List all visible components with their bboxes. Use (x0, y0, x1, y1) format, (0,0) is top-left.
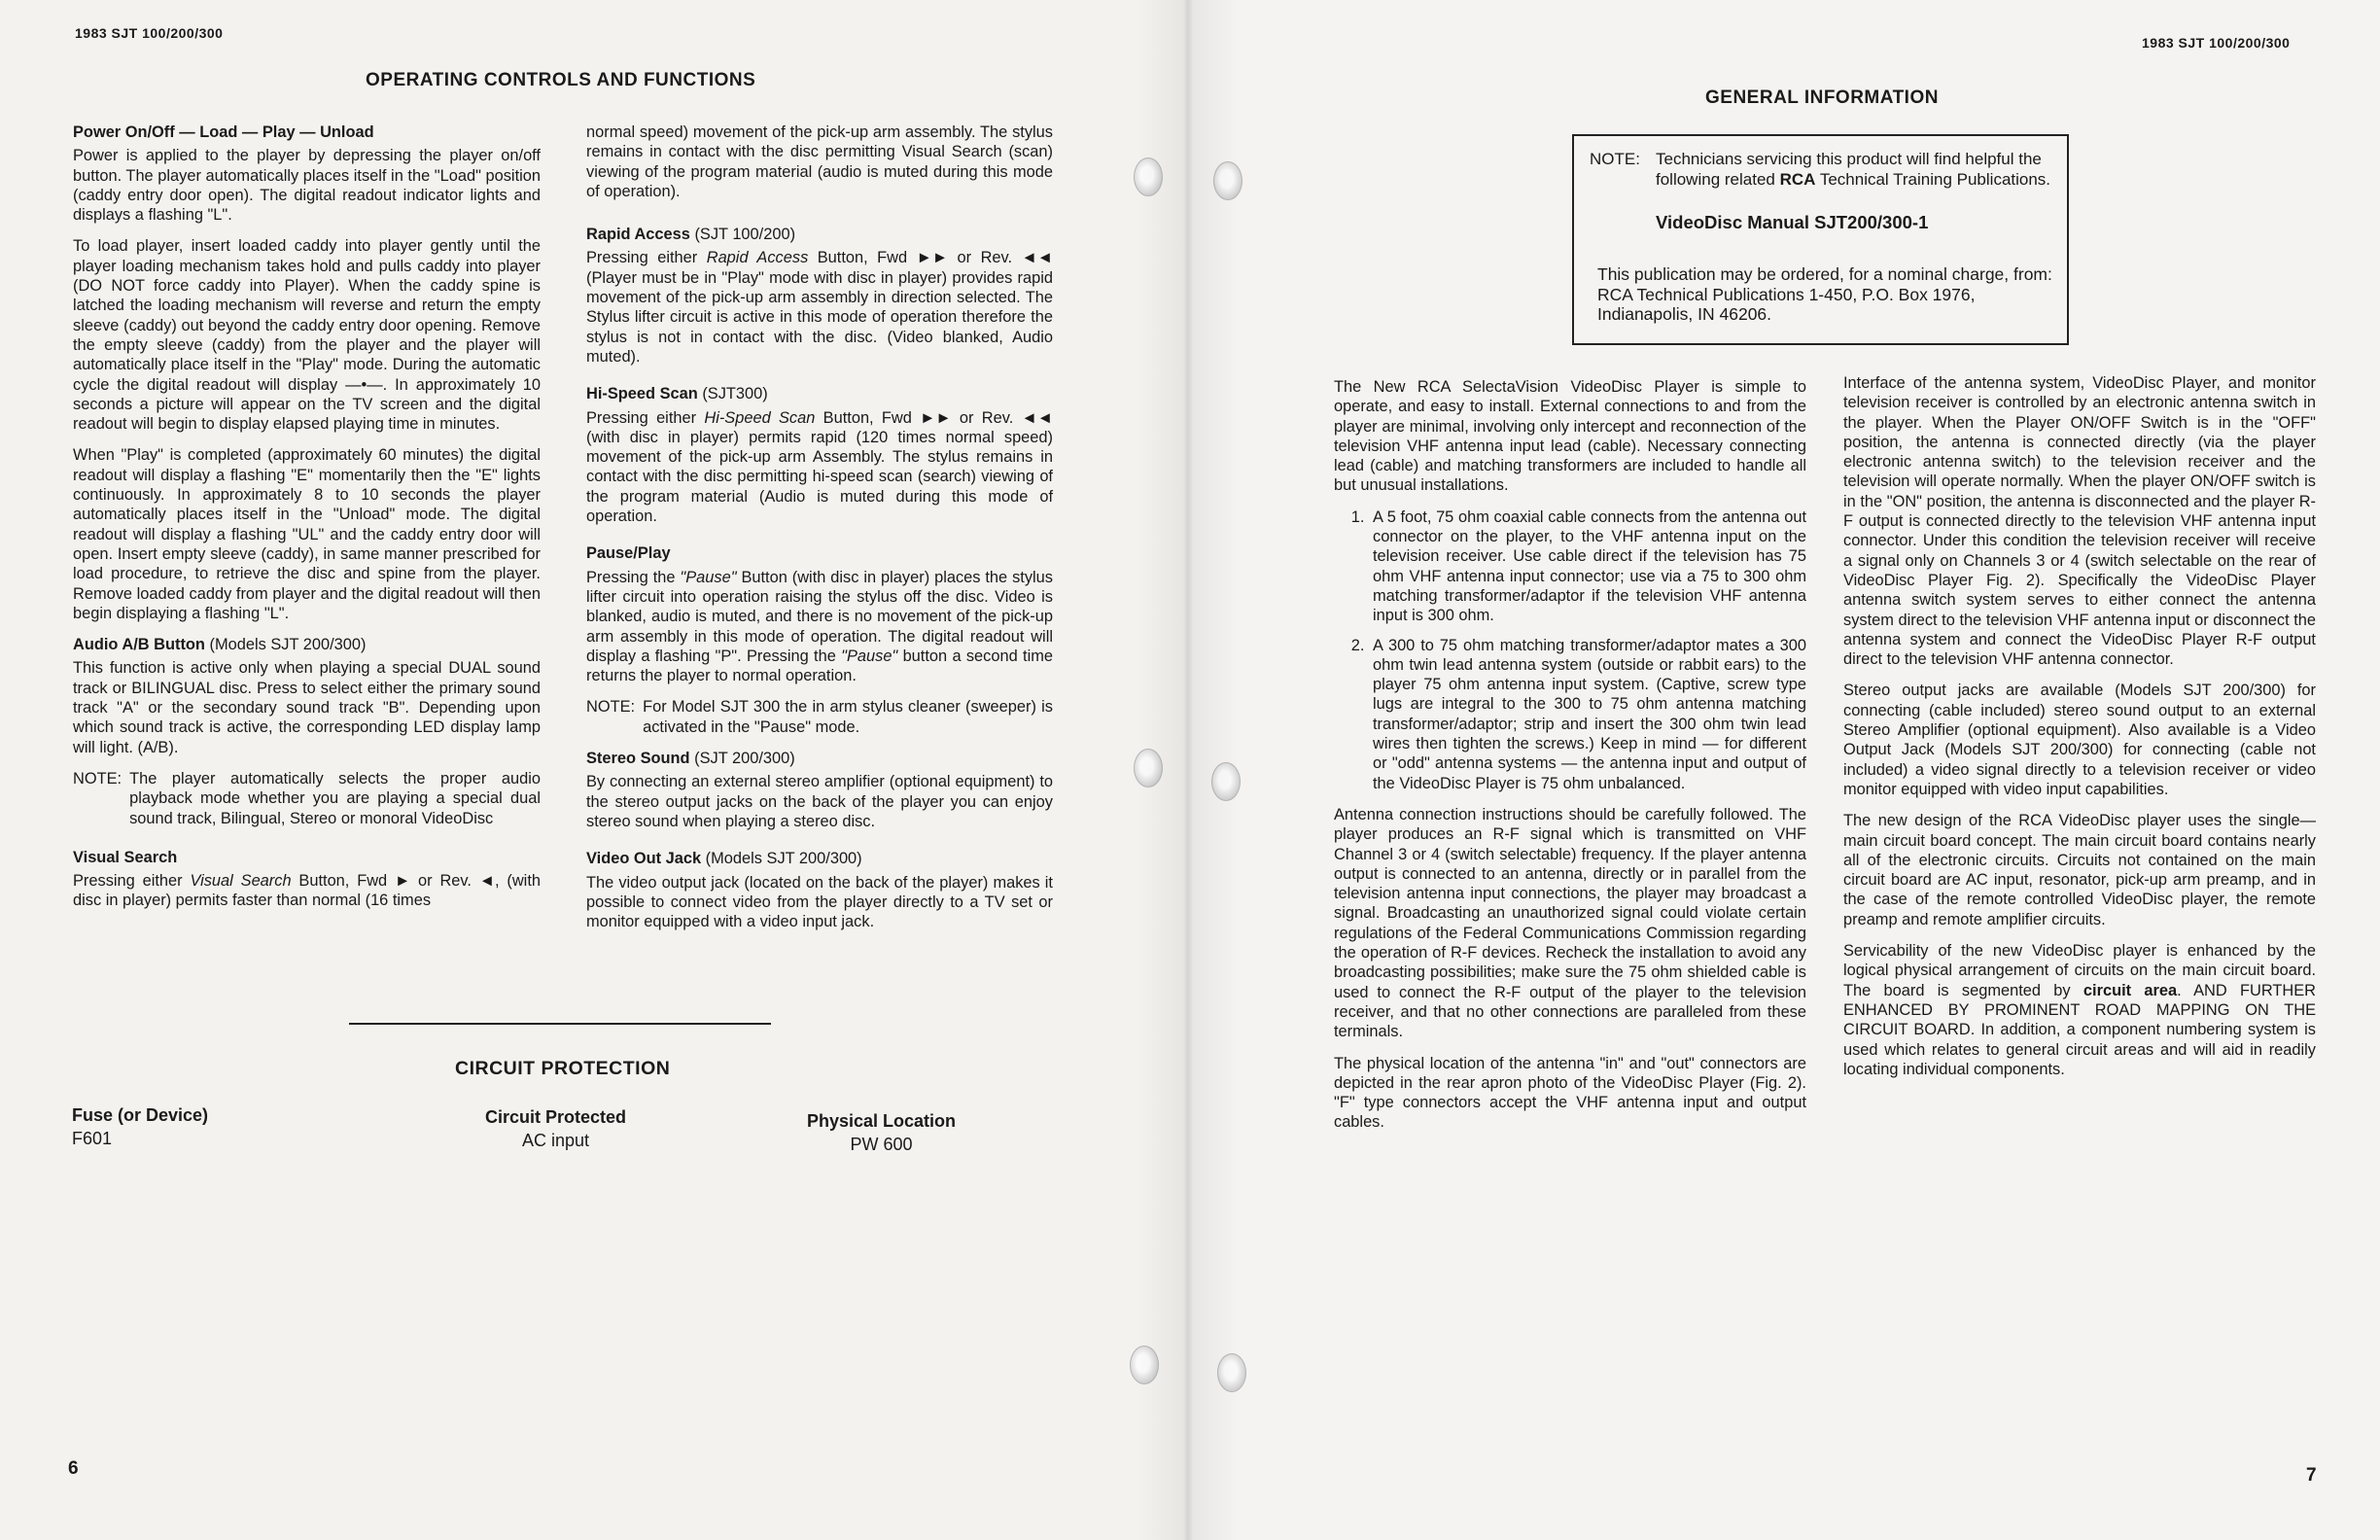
text-run: Technicians servicing this product will find helpful the following related (1656, 150, 2042, 189)
video-out-paragraph: The video output jack (located on the back of the player) makes it possible to connect video from the player directly to a TV set or monitor equipped with a video input jack. (586, 873, 1053, 931)
circuit-protection-title: CIRCUIT PROTECTION (455, 1058, 671, 1079)
note-text: For Model SJT 300 the in arm stylus cleaner (sweeper) is activated in the "Pause" mode. (643, 698, 1053, 736)
text-run: Button, Fwd ► or Rev. ◄, (with disc in player) permits faster than normal (16 times (73, 872, 541, 910)
heading-model: (SJT 100/200) (689, 226, 796, 244)
right-column-1 (1334, 377, 1806, 1144)
emphasis: "Pause" (841, 647, 898, 665)
antenna-paragraph: Antenna connection instructions should be carefully followed. The player produces an R-F signal which is transmitted on VHF Channel 3 or 4 (switch selectable) frequency. If the player antenna output is connected to an antenna, directly or in parallel from the television antenna input connections, the player may broadcast a signal. Broadcasting an unauthorized signal could violate certain regulations of the Federal Communications Commission regarding the operation of R-F devices. Recheck the installation to avoid any broadcasting possibilities; make sure the 75 ohm shielded cable is used to connect the R-F output of the player to the television receiver, and that no other connections are paralleled from these terminals. (1334, 805, 1806, 1041)
circuit-value: F601 (72, 1129, 113, 1148)
stereo-sound-heading (586, 749, 1053, 768)
text-run: Pressing the (586, 568, 681, 586)
box-manual-title: VideoDisc Manual SJT200/300-1 (1656, 212, 1929, 232)
intro-paragraph: The New RCA SelectaVision VideoDisc Player is simple to operate, and easy to install. External connections to and from the player are minimal, involving only intercept and reconnection of the television VHF antenna input lead (cable). Necessary connecting lead (cable) and matching transformers are included to handle all but unusual installations. (1334, 378, 1806, 495)
right-page-header: 1983 SJT 100/200/300 (2142, 35, 2291, 51)
power-paragraph-1: Power is applied to the player by depressing the player on/off button. The player automatically places itself in the "Load" position (caddy entry door open). The digital readout indicator lights and displays a flashing "L". (73, 147, 541, 225)
interface-paragraph: Interface of the antenna system, VideoDisc Player, and monitor television receiver is controlled by an electronic antenna switch in the player. When the Player ON/OFF Switch is in the "OFF" position, the antenna is connected directly (via the player electronic antenna switch) to the television receiver and the television will operate normally. When the player ON/OFF switch is in the "ON" position, the antenna is disconnected and the player R-F output is connected directly to the television VHF antenna input connector. Under this condition the television receiver will receive a signal only on Channels 3 or 4 (switch selectable on the rear of VideoDisc Player Fig. 2). Specifically the VideoDisc Player antenna switch system serves to either connect the antenna system direct to the television VHF antenna input or disconnect the antenna system and connect the VideoDisc Player R-F output direct to the television VHF antenna connector. (1843, 374, 2316, 669)
text-run: button a second time returns the player to normal operation. (586, 647, 1053, 685)
text-run: Servicability of the new VideoDisc player is enhanced by the logical physical arrangement of circuits on the main circuit board. The board is segmented by (1843, 942, 2316, 999)
text-run: Pressing either (586, 408, 705, 427)
left-column-2 (586, 122, 1053, 943)
rapid-access-heading (586, 225, 1053, 244)
right-page-title: GENERAL INFORMATION (1705, 88, 1939, 108)
left-page-number: 6 (68, 1458, 79, 1479)
design-paragraph: The new design of the RCA VideoDisc player uses the single—main circuit board concept. The main circuit board contains nearly all of the electronic circuits. Circuits not contained on the main circuit board are AC input, resonator, pick-up arm preamp, and in the case of the remote controlled VideoDisc player, the remote preamp and remote amplifier circuits. (1843, 812, 2316, 928)
emphasis: Visual Search (190, 872, 292, 891)
hi-speed-scan-heading (586, 384, 1053, 403)
right-column-2 (1843, 373, 2316, 1091)
text-run: Button, Fwd ►► or Rev. ◄◄ (Player must be in "Play" mode with disc in player) provides rapid movement of the pick-up arm assembly in direction selected. The Stylus lifter circuit is active in this mode of operation therefore the stylus is not in contact with the disc. (Video blanked, Audio muted). (586, 249, 1053, 366)
emphasis: Hi-Speed Scan (704, 408, 816, 427)
hi-speed-scan-paragraph (586, 408, 1053, 527)
circuit-header: Circuit Protected (485, 1107, 627, 1127)
left-page-header: 1983 SJT 100/200/300 (75, 25, 224, 41)
list-item: 1. A 5 foot, 75 ohm coaxial cable connects from the antenna out connector on the player, to the VHF antenna input on the television receiver. Use cable direct if the television has 75 ohm VHF antenna input connector; use via a 75 to 300 ohm matching transformer/adaptor if the television VHF antenna input is 300 ohm. (1369, 508, 1806, 626)
visual-search-paragraph (73, 871, 541, 911)
technician-note-box (1572, 134, 2069, 345)
circuit-col-fuse (72, 1103, 208, 1150)
circuit-value: PW 600 (850, 1135, 913, 1154)
pause-note (586, 697, 1053, 737)
power-paragraph-3: When "Play" is completed (approximately 60 minutes) the digital readout will display a flashing "E" momentarily then the "E" lights continuously. In approximately 8 to 10 seconds the player automatically places itself in the "Unload" mode. The digital readout will display a flashing "UL" and the caddy entry door will open. Insert empty sleeve (caddy), in same manner prescribed for load procedure, to retrieve the disc and spine from the player. Remove loaded caddy from player and the digital readout will then begin displaying a flashing "L". (73, 446, 541, 622)
text-run: Pressing either (586, 249, 707, 267)
connector-paragraph: The physical location of the antenna "in" and "out" connectors are depicted in the rear apron photo of the VideoDisc Player (Fig. 2). "F" type connectors accept the VHF antenna input and output cables. (1334, 1054, 1806, 1132)
power-paragraph-2: To load player, insert loaded caddy into player gently until the player loading mechanism takes hold and pulls caddy into player (DO NOT force caddy into Player). When the caddy spine is latched the loading mechanism will reverse and return the empty sleeve (caddy) out beyond the caddy entry door opening. Remove the empty sleeve (caddy) from the player and the player will automatically place itself in the "Play" mode. During the automatic cycle the digital readout will display —•—. In approximately 10 seconds a picture will appear on the TV screen and the digital readout will begin to display elapsed playing time in minutes. (73, 237, 541, 434)
rapid-access-paragraph (586, 248, 1053, 367)
list-item: 2. A 300 to 75 ohm matching transformer/adaptor mates a 300 ohm twin lead antenna system (outside or rabbit ears) to the player 75 ohm antenna input system. (Captive, screw type lugs are integral to the 300 to 75 ohm antenna matching transformer/adaptor; strip and insert the 300 ohm twin lead wires then tighten the screws.) Keep in mind — for different or "odd" antenna systems — the antenna input and output of the VideoDisc Player is 75 ohm unbalanced. (1369, 636, 1806, 793)
video-out-heading (586, 849, 1053, 868)
visual-search-heading: Visual Search (73, 848, 178, 866)
visual-search-continued: normal speed) movement of the pick-up arm assembly. The stylus remains in contact with the disc permitting Visual Search (scan) viewing of the program material (audio is muted during this mode of operation). (586, 123, 1053, 200)
bold-text: circuit area (2082, 981, 2178, 999)
right-page-number: 7 (2306, 1465, 2317, 1486)
book-spine-gutter (1138, 0, 1239, 1540)
stereo-sound-paragraph: By connecting an external stereo amplifier (optional equipment) to the stereo output jacks on the back of the player you can enjoy stereo sound when playing a stereo disc. (586, 773, 1053, 830)
heading-model: (SJT300) (697, 385, 768, 403)
text-run: Pressing either (73, 872, 191, 891)
circuit-header: Fuse (or Device) (72, 1105, 209, 1125)
heading-label: Video Out Jack (586, 850, 702, 868)
left-page (0, 0, 1188, 1540)
text-run: Button (with disc in player) places the stylus lifter circuit into operation raising the stylus off the disc. Video is blanked, audio is muted, and there is no movement of the pick-up arm assembly in this mode of operation. The digital readout will display a flashing "P". Pressing the (586, 568, 1053, 665)
audio-heading (73, 635, 541, 654)
heading-label: Hi-Speed Scan (586, 385, 698, 403)
audio-heading-label: Audio A/B Button (73, 636, 205, 654)
audio-note (73, 769, 541, 828)
heading-model: (SJT 200/300) (689, 750, 795, 768)
text-run: Button, Fwd ►► or Rev. ◄◄ (with disc in player) permits rapid (120 times normal speed) movement of the pick-up arm Assembly. The stylus remains in contact with the disc permitting hi-speed scan (search) viewing of the program material (Audio is muted during this mode of operation. (586, 408, 1054, 526)
note-label: NOTE: (73, 769, 122, 788)
heading-label: Stereo Sound (586, 750, 690, 768)
circuit-value: AC input (521, 1131, 590, 1150)
circuit-col-protected (485, 1105, 626, 1152)
left-page-title: OPERATING CONTROLS AND FUNCTIONS (366, 70, 756, 90)
text-run: . AND FURTHER ENHANCED BY PROMINENT ROAD MAPPING ON THE CIRCUIT BOARD. In addition, a component numbering system is used which relates to general circuit areas and will aid in readily locating individual components. (1843, 981, 2317, 1078)
pause-play-heading: Pause/Play (586, 544, 671, 563)
box-note-text (1656, 150, 2054, 190)
emphasis: Rapid Access (706, 249, 809, 267)
power-heading: Power On/Off — Load — Play — Unload (73, 123, 374, 141)
note-text: The player automatically selects the proper audio playback mode whether you are playing a special dual sound track, Bilingual, Stereo or monoral VideoDisc (129, 769, 541, 827)
left-column-1 (73, 122, 541, 923)
heading-label: Rapid Access (586, 226, 690, 244)
box-note-label: NOTE: (1590, 150, 1640, 168)
audio-paragraph: This function is active only when playing a special DUAL sound track or BILINGUAL disc. Press to select either the primary sound track "A" or the secondary sound track "B". Depending upon which sound track is active, the corresponding LED display lamp will light. (A/B). (73, 659, 541, 756)
connection-list (1334, 508, 1806, 793)
bold-text: RCA (1779, 169, 1816, 189)
pause-play-paragraph (586, 568, 1053, 686)
circuit-col-location (807, 1109, 956, 1156)
box-publication-text: This publication may be ordered, for a nominal charge, from: RCA Technical Publications 1-450, P.O. Box 1976, Indianapolis, IN 46206. (1597, 264, 2052, 324)
stereo-output-paragraph: Stereo output jacks are available (Models SJT 200/300) for connecting (cable included) stereo sound output to an external Stereo Amplifier (optional equipment). Also available is a Video Output Jack (Models SJT 200/300) for connecting (cable not included) a video signal directly to a television receiver or video monitor equipped with video input capabilities. (1843, 682, 2316, 798)
circuit-header: Physical Location (807, 1111, 957, 1131)
emphasis: "Pause" (680, 568, 737, 586)
audio-heading-model: (Models SJT 200/300) (204, 636, 367, 654)
divider-rule (349, 1023, 771, 1025)
right-page (1188, 0, 2380, 1540)
heading-model: (Models SJT 200/300) (701, 850, 862, 868)
serviceability-paragraph (1843, 941, 2316, 1079)
text-run: Technical Training Publications. (1815, 169, 2051, 189)
note-label: NOTE: (586, 698, 636, 717)
